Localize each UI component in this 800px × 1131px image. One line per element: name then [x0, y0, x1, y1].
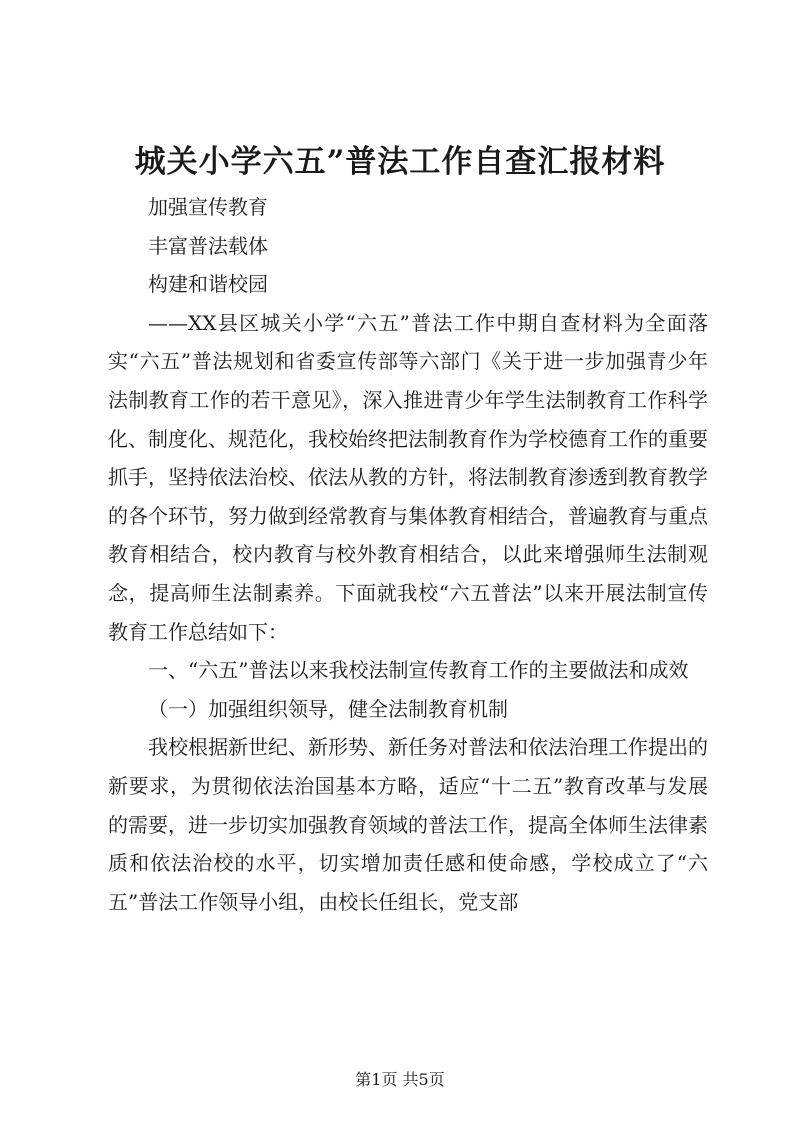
- document-body: [108, 188, 708, 921]
- paragraph-4: ——XX县区城关小学“六五”普法工作中期自查材料为全面落实“六五”普法规划和省委宣传部等六部门《关于进一步加强青少年法制教育工作的若干意见》，深入推进青少年学生法制教育工作科学化、制度化、规范化，我校始终把法制教育作为学校德育工作的重要抓手，坚持依法治校、依法从教的方针，将法制教育渗透到教育教学的各个环节，努力做到经常教育与集体教育相结合，普遍教育与重点教育相结合，校内教育与校外教育相结合，以此来增强师生法制观念，提高师生法制素养。下面就我校“六五普法”以来开展法制宣传教育工作总结如下：: [108, 310, 708, 644]
- paragraph-5: 一、“六五”普法以来我校法制宣传教育工作的主要做法和成效: [148, 658, 689, 683]
- paragraph-6: （一）加强组织领导，健全法制教育机制: [148, 696, 508, 721]
- paragraph-3: 构建和谐校园: [148, 272, 268, 297]
- paragraph-2: 丰富普法载体: [148, 233, 268, 258]
- paragraph-1: 加强宣传教育: [148, 195, 268, 219]
- paragraph-7: 我校根据新世纪、新形势、新任务对普法和依法治理工作提出的新要求，为贯彻依法治国基本方略，适应“十二五”教育改革与发展的需要，进一步切实加强教育领域的普法工作，提高全体师生法律素质和依法治校的水平，切实增加责任感和使命感，学校成立了“六五”普法工作领导小组，由校长任组长，党支部: [108, 735, 708, 914]
- page-footer: 第1页 共5页: [355, 1070, 445, 1089]
- document-title: 城关小学六五”普法工作自查汇报材料: [134, 144, 666, 180]
